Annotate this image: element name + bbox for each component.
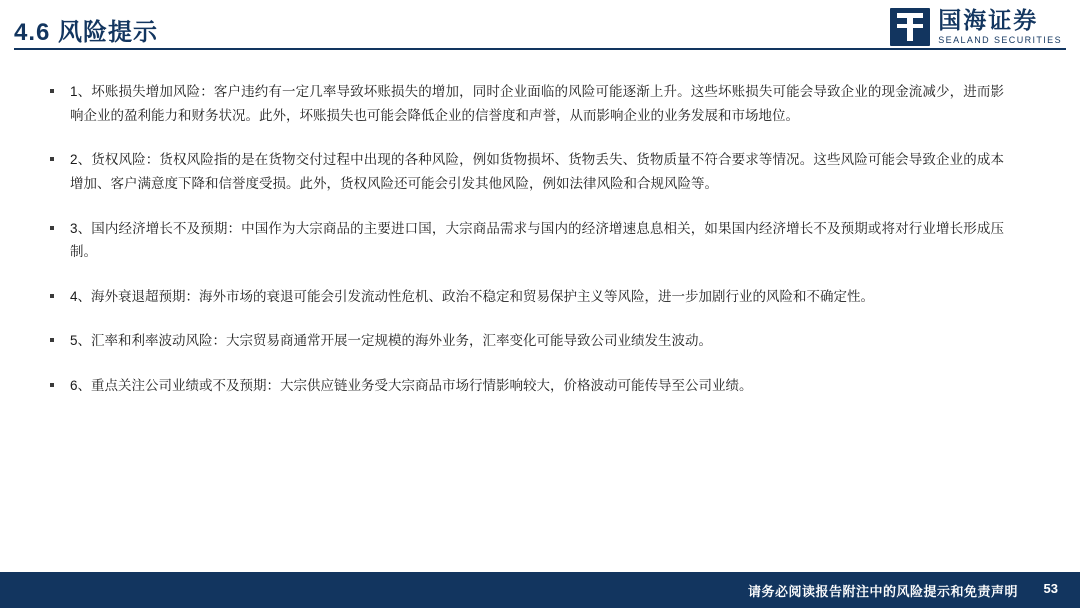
bullet-marker-icon <box>50 89 54 93</box>
list-item <box>44 374 1004 398</box>
list-item-text: 6、重点关注公司业绩或不及预期：大宗供应链业务受大宗商品市场行情影响较大，价格波动可能传导至公司业绩。 <box>70 378 753 393</box>
slide-header <box>0 0 1080 56</box>
list-item <box>44 285 1004 309</box>
list-item <box>44 148 1004 195</box>
risk-bullet-list <box>44 80 1004 398</box>
slide-footer <box>0 572 1080 608</box>
list-item <box>44 80 1004 127</box>
brand-name-cn: 国海证券 <box>938 7 1039 33</box>
bullet-marker-icon <box>50 294 54 298</box>
list-item-text: 4、海外衰退超预期：海外市场的衰退可能会引发流动性危机、政治不稳定和贸易保护主义等风险，进一步加剧行业的风险和不确定性。 <box>70 288 875 304</box>
page-title: 4.6 风险提示 <box>14 19 159 46</box>
bullet-marker-icon <box>50 383 54 387</box>
list-item-text: 1、坏账损失增加风险：客户违约有一定几率导致坏账损失的增加，同时企业面临的风险可能逐渐上升。这些坏账损失可能会导致企业的现金流减少，进而影响企业的盈利能力和财务状况。此外，坏账损失也可能会降低企业的信誉度和声誉，从而影响企业的业务发展和市场地位。 <box>70 84 1004 123</box>
brand-text-block <box>938 9 1062 45</box>
bullet-marker-icon <box>50 157 54 161</box>
footer-disclaimer: 请务必阅读报告附注中的风险提示和免责声明 <box>747 584 1018 599</box>
brand-logo <box>890 8 1062 46</box>
list-item-text: 5、汇率和利率波动风险：大宗贸易商通常开展一定规模的海外业务，汇率变化可能导致公司业绩发生波动。 <box>70 333 713 349</box>
list-item <box>44 329 1004 353</box>
bullet-marker-icon <box>50 338 54 342</box>
list-item-text: 2、货权风险：货权风险指的是在货物交付过程中出现的各种风险，例如货物损坏、货物丢失、货物质量不符合要求等情况。这些风险可能会导致企业的成本增加、客户满意度下降和信誉度受损。此外，货权风险还可能会引发其他风险，例如法律风险和合规风险等。 <box>70 152 1004 191</box>
bullet-marker-icon <box>50 226 54 230</box>
list-item <box>44 217 1004 264</box>
list-item-text: 3、国内经济增长不及预期：中国作为大宗商品的主要进口国，大宗商品需求与国内的经济增速息息相关，如果国内经济增长不及预期或将对行业增长形成压制。 <box>70 220 1004 260</box>
page-number: 53 <box>1043 581 1058 596</box>
brand-name-en: SEALAND SECURITIES <box>938 35 1062 45</box>
title-divider <box>14 48 1066 50</box>
sealand-logo-mark-icon <box>890 8 930 46</box>
